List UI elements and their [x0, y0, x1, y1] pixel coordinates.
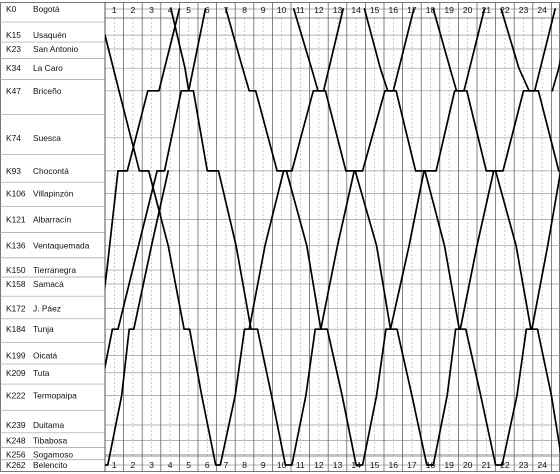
- hour-label-top: 19: [444, 5, 454, 15]
- hour-label-bottom: 19: [444, 460, 454, 470]
- hour-label-bottom: 15: [369, 460, 380, 470]
- hour-label-bottom: 1: [111, 460, 117, 470]
- hour-label-top: 10: [276, 5, 287, 15]
- station-km-label: K239: [6, 419, 26, 430]
- station-name-label: Samacá: [33, 278, 64, 289]
- hour-label-bottom: 16: [388, 460, 399, 470]
- station-km-label: K74: [6, 132, 21, 143]
- station-km-label: K23: [6, 44, 21, 55]
- station-name-label: Villapinzón: [33, 188, 74, 199]
- hour-label-bottom: 5: [186, 460, 192, 470]
- hour-label-top: 23: [518, 5, 529, 15]
- hour-label-bottom: 22: [500, 460, 510, 470]
- station-name-label: La Caro: [33, 63, 63, 74]
- station-km-label: K15: [6, 30, 21, 41]
- station-km-label: K256: [6, 449, 26, 460]
- station-km-label: K93: [6, 165, 21, 176]
- station-name-label: Tunja: [33, 324, 54, 335]
- hour-label-top: 21: [481, 5, 492, 15]
- station-name-label: Sogamoso: [33, 449, 74, 460]
- station-km-label: K121: [6, 214, 26, 225]
- hour-label-top: 22: [500, 5, 510, 15]
- hour-label-bottom: 17: [407, 460, 417, 470]
- station-name-label: Albarracín: [33, 214, 72, 225]
- hour-label-bottom: 24: [537, 460, 547, 470]
- station-km-label: K184: [6, 324, 26, 335]
- station-name-label: Chocontá: [33, 165, 69, 176]
- station-km-label: K0: [6, 4, 17, 14]
- station-km-label: K136: [6, 240, 26, 251]
- hour-label-top: 18: [425, 5, 436, 15]
- station-km-label: K150: [6, 265, 26, 276]
- station-km-label: K172: [6, 303, 26, 314]
- hour-label-bottom: 23: [518, 460, 529, 470]
- hour-label-bottom: 3: [149, 460, 154, 470]
- station-km-label: K34: [6, 63, 21, 74]
- hour-label-bottom: 8: [242, 460, 247, 470]
- hour-label-bottom: 11: [295, 460, 305, 470]
- station-km-label: K158: [6, 278, 26, 289]
- hour-label-bottom: 9: [260, 460, 266, 470]
- station-km-label: K209: [6, 367, 26, 378]
- hour-label-bottom: 7: [223, 460, 229, 470]
- station-name-label: Tierranegra: [33, 265, 76, 276]
- hour-label-top: 20: [462, 5, 473, 15]
- station-name-label: Tibabosa: [33, 435, 68, 446]
- station-name-label: Duitama: [33, 419, 65, 430]
- station-km-label: K106: [6, 188, 26, 199]
- station-name-label: Ventaquemada: [33, 240, 90, 251]
- hour-label-bottom: 18: [425, 460, 436, 470]
- station-name-label: Termopaipa: [33, 390, 77, 401]
- station-km-label: K248: [6, 435, 26, 446]
- hour-label-bottom: 12: [314, 460, 324, 470]
- hour-label-top: 4: [167, 5, 173, 15]
- hour-label-bottom: 20: [462, 460, 473, 470]
- hour-label-bottom: 13: [332, 460, 343, 470]
- station-name-label: Oicatá: [33, 350, 58, 361]
- hour-label-top: 24: [537, 5, 547, 15]
- hour-label-top: 13: [332, 5, 343, 15]
- hour-label-top: 5: [186, 5, 192, 15]
- hour-label-top: 12: [314, 5, 324, 15]
- station-name-label: Suesca: [33, 132, 61, 143]
- hour-label-bottom: 2: [130, 460, 136, 470]
- hour-label-top: 9: [260, 5, 266, 15]
- hour-label-top: 17: [407, 5, 417, 15]
- station-km-label: K47: [6, 85, 21, 96]
- station-name-label: Usaquén: [33, 30, 67, 41]
- station-name-label: Briceño: [33, 85, 62, 96]
- hour-label-bottom: 14: [351, 460, 361, 470]
- station-km-label: K222: [6, 390, 26, 401]
- station-name-label: Tuta: [33, 367, 50, 378]
- hour-label-top: 11: [295, 5, 305, 15]
- hour-label-top: 3: [149, 5, 154, 15]
- hour-label-top: 8: [242, 5, 247, 15]
- station-km-label: K199: [6, 350, 26, 361]
- station-name-label: San Antonio: [33, 44, 79, 55]
- hour-label-bottom: 10: [276, 460, 287, 470]
- hour-label-top: 15: [369, 5, 380, 15]
- station-name-label: J. Páez: [33, 303, 61, 314]
- hour-label-bottom: 4: [167, 460, 173, 470]
- hour-label-top: 2: [130, 5, 136, 15]
- hour-label-top: 16: [388, 5, 399, 15]
- station-name-label: Belencito: [33, 460, 68, 470]
- hour-label-bottom: 6: [204, 460, 210, 470]
- hour-label-top: 14: [351, 5, 361, 15]
- station-name-label: Bogotá: [33, 4, 60, 14]
- hour-label-bottom: 21: [481, 460, 492, 470]
- hour-label-top: 1: [111, 5, 117, 15]
- hour-label-top: 7: [223, 5, 229, 15]
- station-km-label: K262: [6, 460, 26, 470]
- hour-label-top: 6: [204, 5, 210, 15]
